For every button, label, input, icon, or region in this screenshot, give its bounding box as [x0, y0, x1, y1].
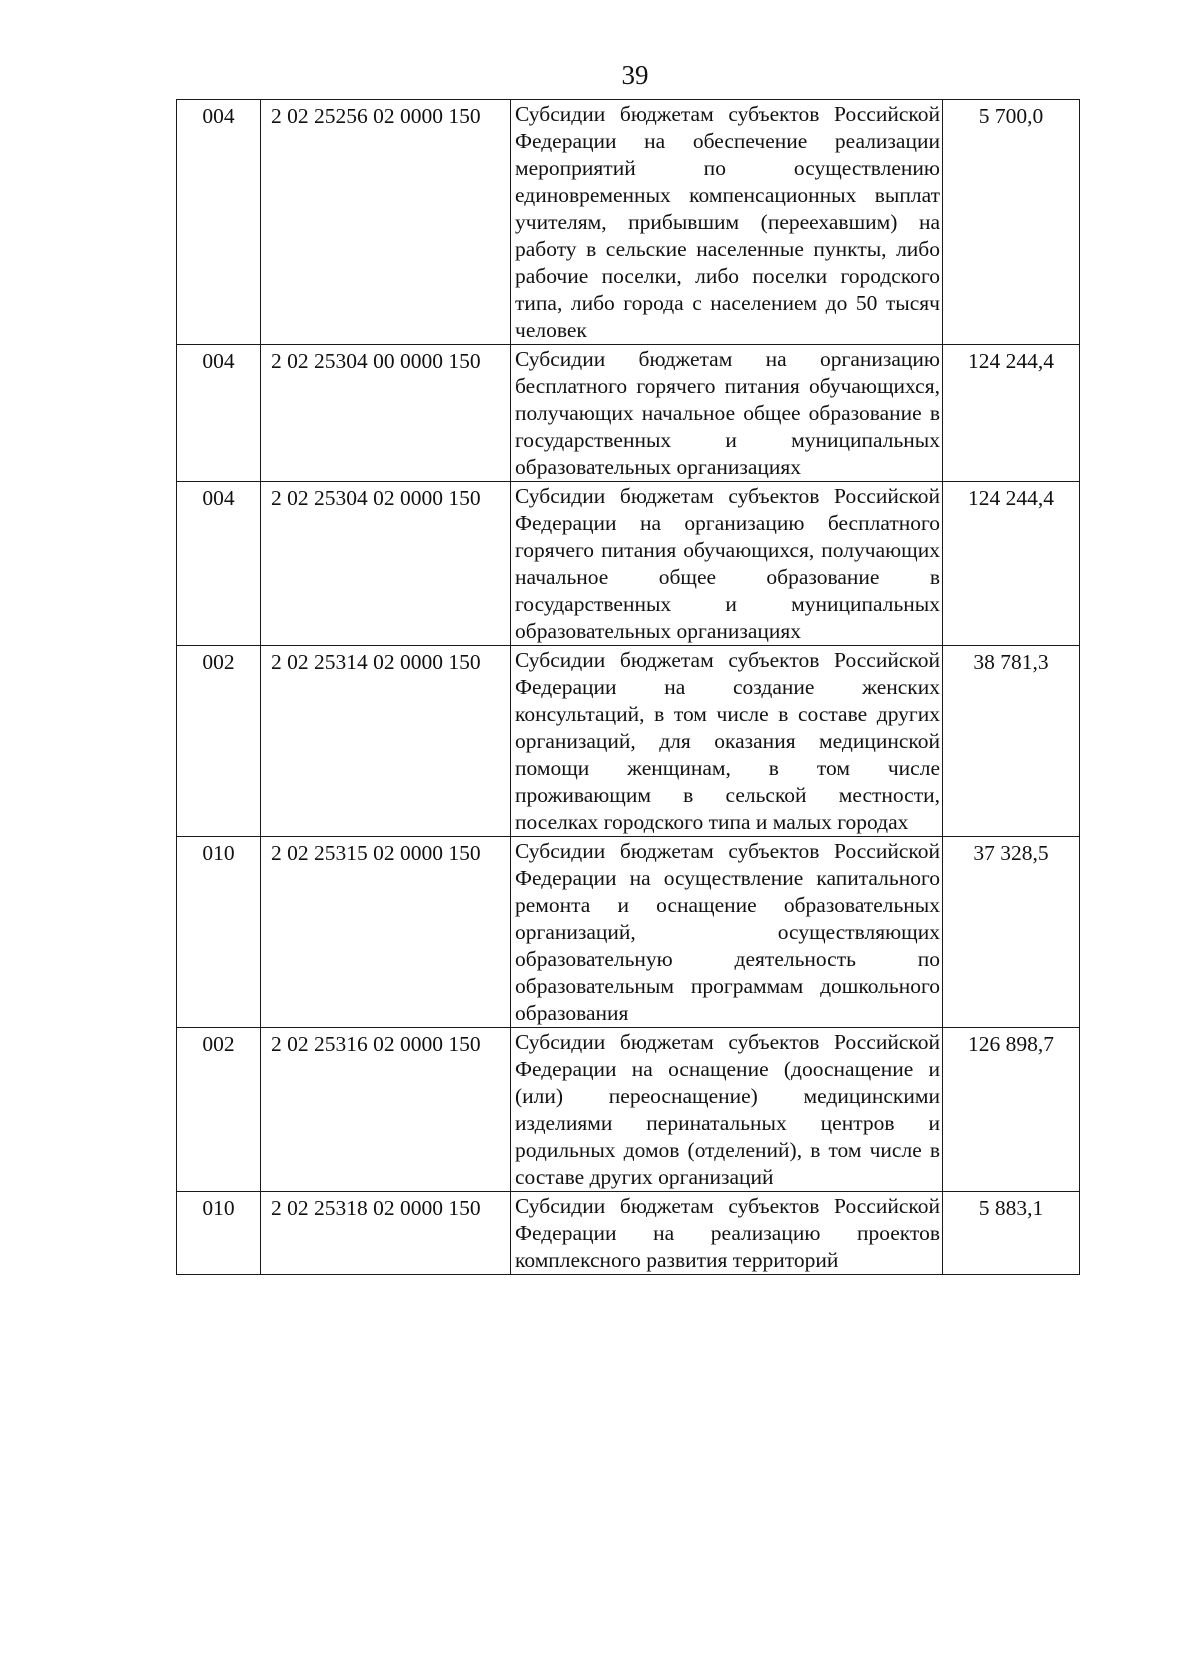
table-row: [177, 1192, 1080, 1275]
table-row: [177, 646, 1080, 837]
table-row: [177, 1028, 1080, 1192]
amount-cell: 38 781,3: [943, 646, 1080, 837]
admin-code-cell: 004: [177, 345, 261, 482]
revenue-name-cell: Субсидии бюджетам субъектов Российской Федерации на организацию бесплатного горячего питания обучающихся, получающих начальное общее образование в государственных и муниципальных образовательных организациях: [511, 482, 943, 646]
table-row: [177, 482, 1080, 646]
budget-code-cell: 2 02 25314 02 0000 150: [261, 646, 511, 837]
revenue-name-cell: Субсидии бюджетам субъектов Российской Федерации на реализацию проектов комплексного развития территорий: [511, 1192, 943, 1275]
amount-cell: 5 700,0: [943, 100, 1080, 345]
revenue-name-cell: Субсидии бюджетам на организацию бесплатного горячего питания обучающихся, получающих начальное общее образование в государственных и муниципальных образовательных организациях: [511, 345, 943, 482]
budget-code-cell: 2 02 25304 02 0000 150: [261, 482, 511, 646]
page-number: 39: [621, 60, 649, 90]
table-row: [177, 837, 1080, 1028]
budget-revenue-table: [176, 99, 1080, 1275]
revenue-name-cell: Субсидии бюджетам субъектов Российской Федерации на оснащение (дооснащение и (или) переоснащение) медицинскими изделиями перинатальных центров и родильных домов (отделений), в том числе в составе других организаций: [511, 1028, 943, 1192]
admin-code-cell: 010: [177, 837, 261, 1028]
revenue-name-cell: Субсидии бюджетам субъектов Российской Федерации на осуществление капитального ремонта и оснащение образовательных организаций, осуществляющих образовательную деятельность по образовательным программам дошкольного образования: [511, 837, 943, 1028]
admin-code-cell: 004: [177, 482, 261, 646]
table-row: [177, 345, 1080, 482]
admin-code-cell: 002: [177, 646, 261, 837]
budget-code-cell: 2 02 25316 02 0000 150: [261, 1028, 511, 1192]
admin-code-cell: 010: [177, 1192, 261, 1275]
budget-code-cell: 2 02 25304 00 0000 150: [261, 345, 511, 482]
budget-code-cell: 2 02 25256 02 0000 150: [261, 100, 511, 345]
table-row: [177, 100, 1080, 345]
amount-cell: 124 244,4: [943, 345, 1080, 482]
amount-cell: 126 898,7: [943, 1028, 1080, 1192]
amount-cell: 37 328,5: [943, 837, 1080, 1028]
admin-code-cell: 004: [177, 100, 261, 345]
budget-code-cell: 2 02 25318 02 0000 150: [261, 1192, 511, 1275]
amount-cell: 124 244,4: [943, 482, 1080, 646]
budget-code-cell: 2 02 25315 02 0000 150: [261, 837, 511, 1028]
revenue-name-cell: Субсидии бюджетам субъектов Российской Федерации на создание женских консультаций, в том числе в составе других организаций, для оказания медицинской помощи женщинам, в том числе проживающим в сельской местности, поселках городского типа и малых городах: [511, 646, 943, 837]
amount-cell: 5 883,1: [943, 1192, 1080, 1275]
admin-code-cell: 002: [177, 1028, 261, 1192]
revenue-name-cell: Субсидии бюджетам субъектов Российской Федерации на обеспечение реализации мероприятий по осуществлению единовременных компенсационных выплат учителям, прибывшим (переехавшим) на работу в сельские населенные пункты, либо рабочие поселки, либо поселки городского типа, либо города с населением до 50 тысяч человек: [511, 100, 943, 345]
